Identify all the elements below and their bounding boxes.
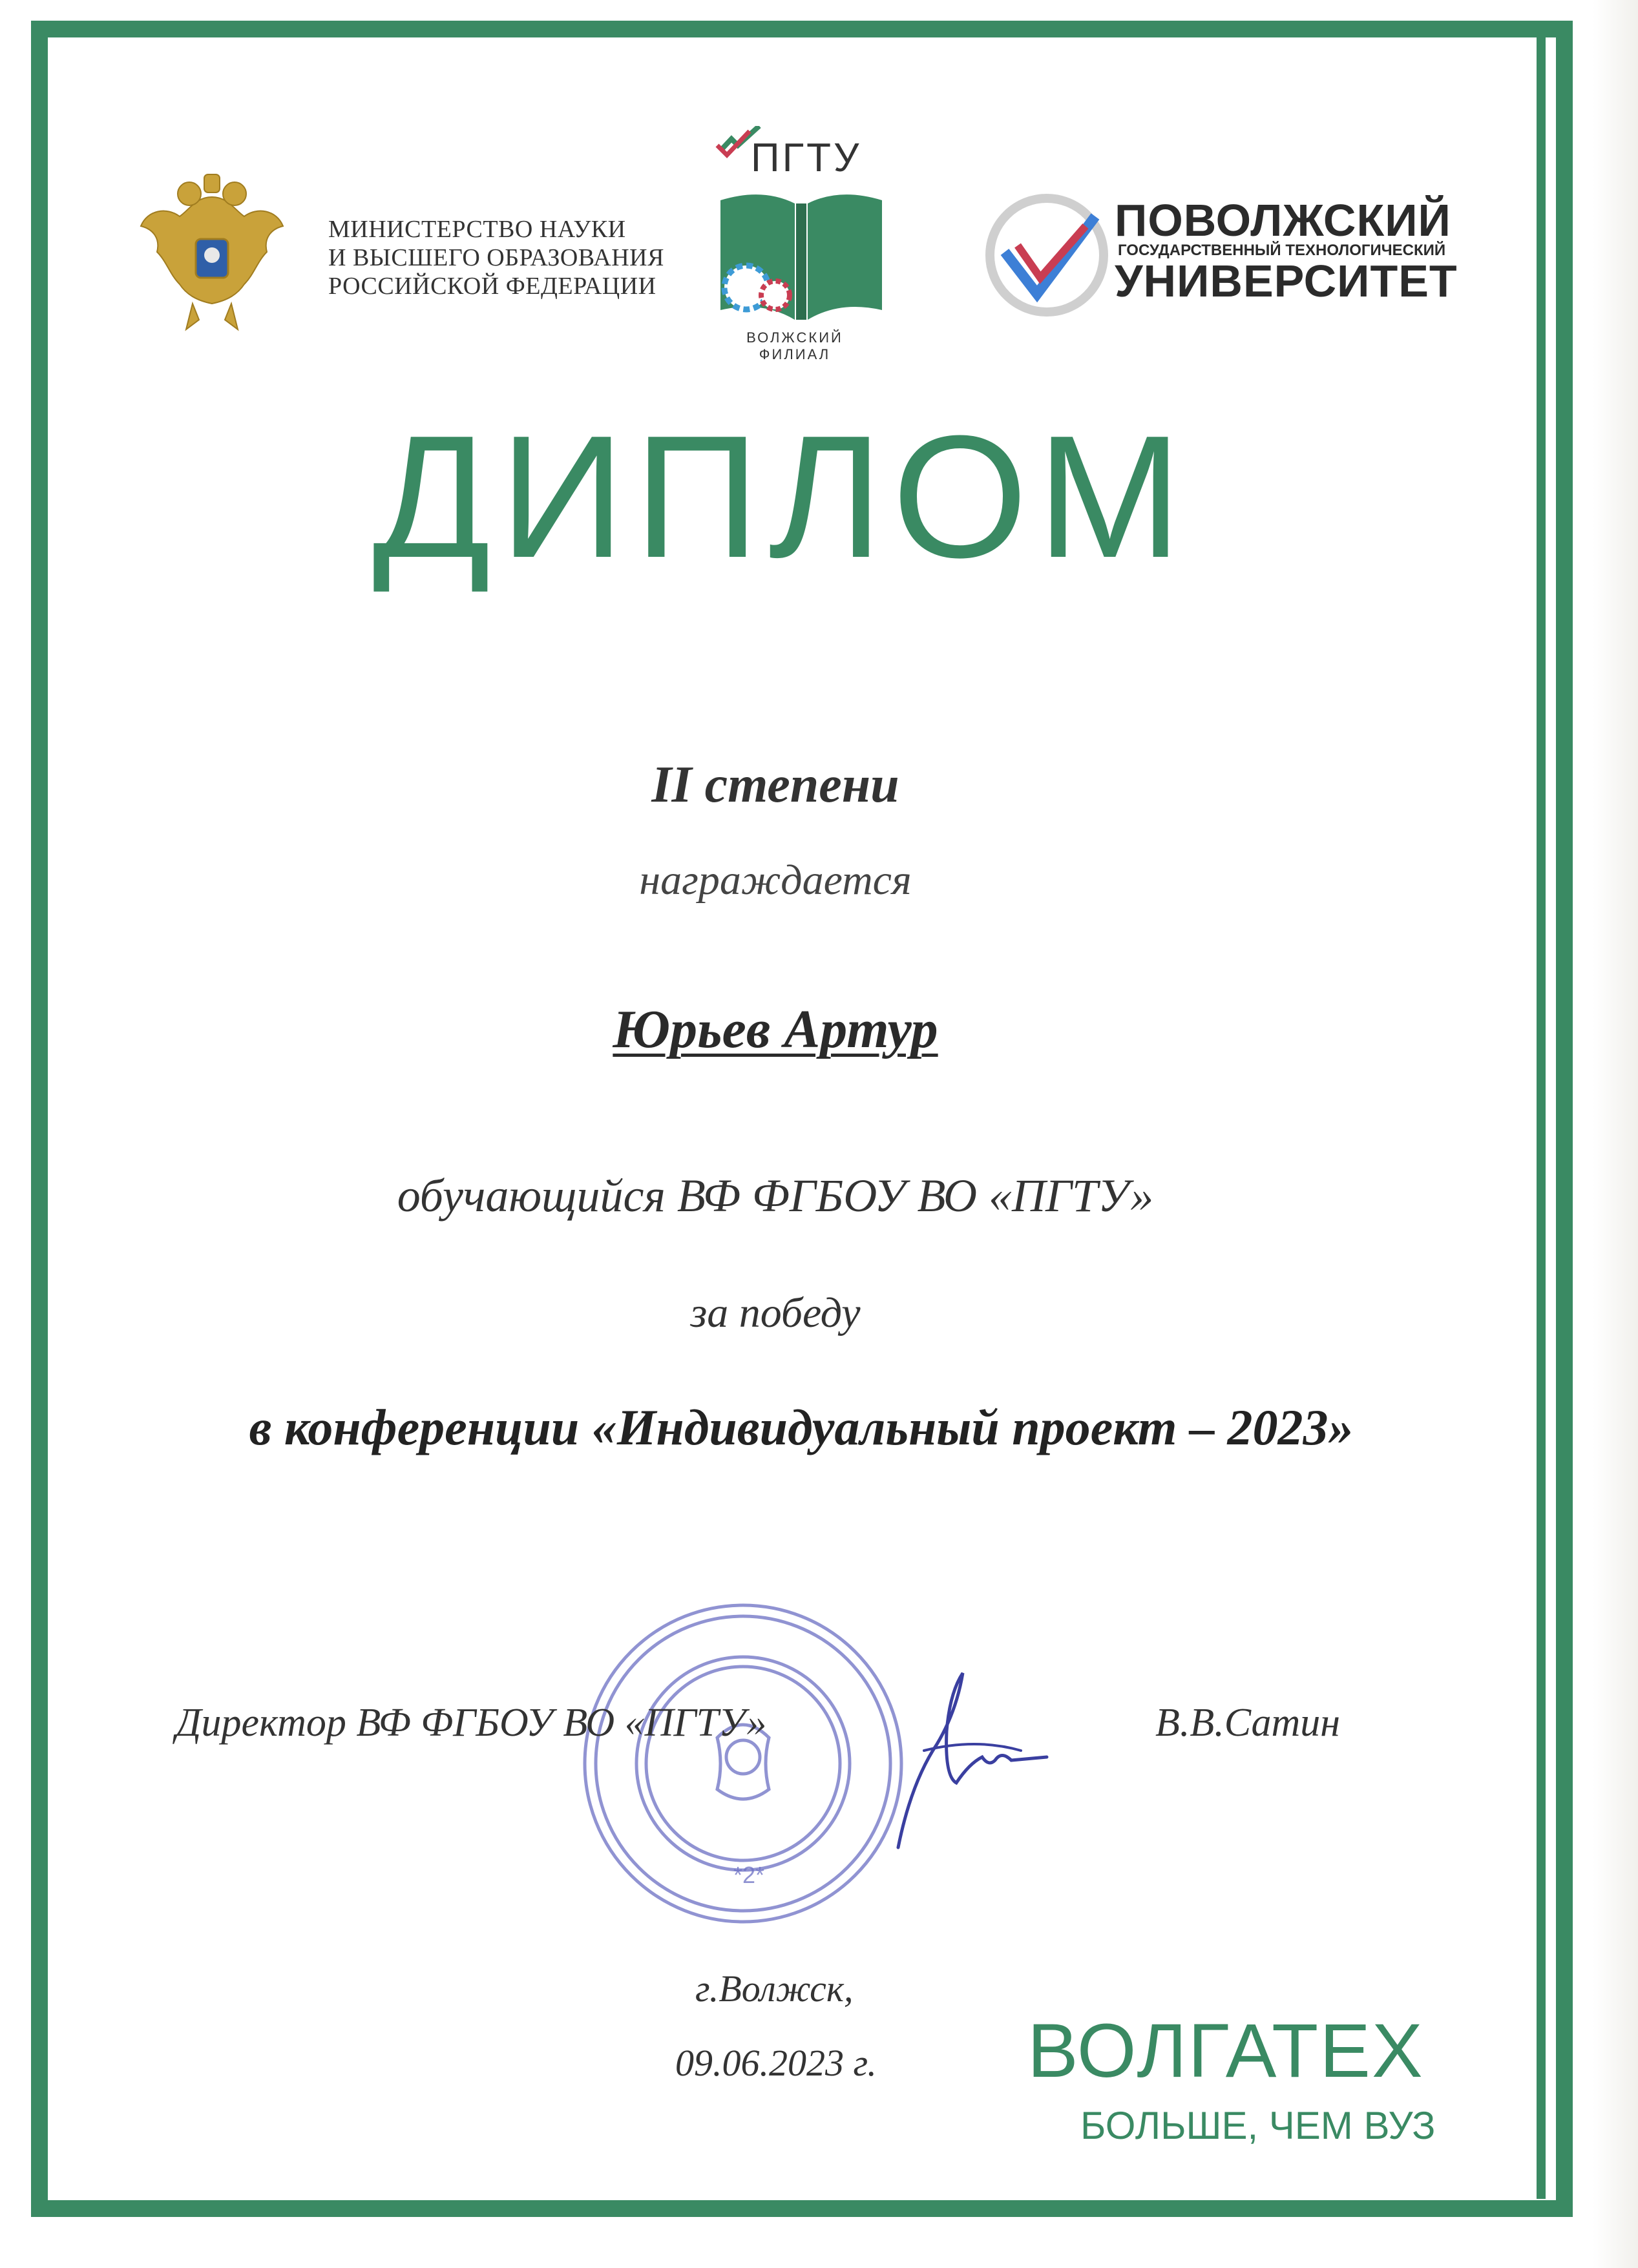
volgatech-badge-icon — [982, 191, 1111, 320]
official-stamp-icon — [569, 1596, 918, 1931]
conference-name: в конференции «Индивидуальный проект – 2023» — [249, 1399, 1354, 1455]
pgtu-branch-logo — [711, 126, 892, 371]
university-name-line: УНИВЕРСИТЕТ — [1115, 256, 1458, 306]
recipient-name: Юрьев Артур — [613, 999, 938, 1059]
brand-name: ВОЛГАТЕХ — [1027, 2008, 1424, 2094]
brand-slogan: БОЛЬШЕ, ЧЕМ ВУЗ — [1080, 2104, 1436, 2147]
ministry-line: И ВЫСШЕГО ОБРАЗОВАНИЯ — [328, 244, 664, 271]
student-affiliation: обучающийся ВФ ФГБОУ ВО «ПГТУ» — [397, 1170, 1154, 1222]
frame-shadow — [1537, 37, 1546, 2199]
degree-text: II степени — [651, 756, 899, 813]
signatory-position: Директор ВФ ФГБОУ ВО «ПГТУ» — [176, 1701, 767, 1745]
scan-edge — [1593, 0, 1638, 2268]
awarded-text: награждается — [639, 857, 912, 904]
pgtu-caption-line: ВОЛЖСКИЙ — [746, 329, 843, 346]
pgtu-book-logo-icon — [711, 126, 892, 339]
ministry-line: РОССИЙСКОЙ ФЕДЕРАЦИИ — [328, 273, 656, 300]
pgtu-caption-line: ФИЛИАЛ — [759, 346, 831, 362]
signatory-name: В.В.Сатин — [1155, 1701, 1341, 1745]
ministry-name — [328, 215, 690, 300]
svg-text:ПГТУ: ПГТУ — [751, 136, 862, 180]
for-win-text: за победу — [690, 1289, 861, 1337]
city: г.Волжск, — [695, 1968, 854, 2010]
ministry-line: МИНИСТЕРСТВО НАУКИ — [328, 216, 626, 243]
signature-icon — [885, 1654, 1053, 1860]
university-logo — [982, 191, 1486, 320]
issue-date: 09.06.2023 г. — [675, 2042, 877, 2084]
pgtu-caption — [711, 329, 879, 363]
coat-of-arms-icon — [134, 171, 289, 339]
university-name-line: ГОСУДАРСТВЕННЫЙ ТЕХНОЛОГИЧЕСКИЙ — [1118, 242, 1446, 259]
diploma-title: ДИПЛОМ — [372, 400, 1192, 594]
recipient-name-block — [0, 998, 1551, 1061]
svg-text:*2*: *2* — [733, 1862, 765, 1888]
university-name-line: ПОВОЛЖСКИЙ — [1115, 195, 1451, 245]
